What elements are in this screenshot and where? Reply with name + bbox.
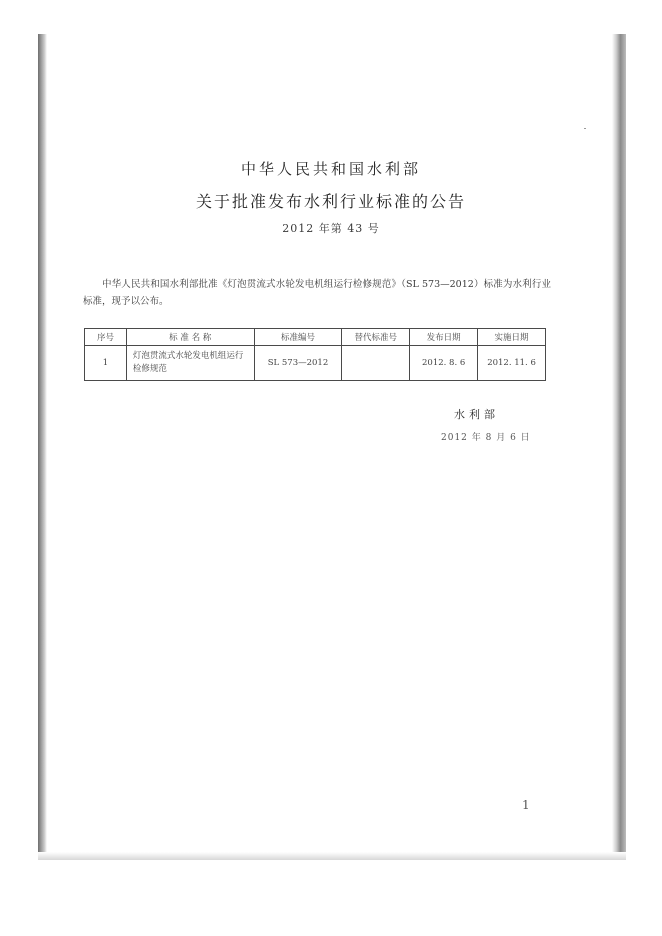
table-row: [85, 346, 546, 381]
cell-replaces: [342, 346, 410, 381]
col-header-replaces: 替代标准号: [342, 329, 410, 346]
announcement-number: 2012 年第 43 号: [282, 222, 380, 235]
scan-edge-bottom: [38, 852, 626, 860]
scan-speck: [584, 128, 586, 129]
col-header-effective: 实施日期: [478, 329, 546, 346]
table-header-row: [85, 329, 546, 346]
cell-index: 1: [85, 346, 127, 381]
col-header-index: 序号: [85, 329, 127, 346]
col-header-published: 发布日期: [410, 329, 478, 346]
col-header-code: 标准编号: [254, 329, 342, 346]
col-header-name: 标 准 名 称: [126, 329, 254, 346]
signature-date: 2012 年 8 月 6 日: [441, 433, 531, 443]
announcement-title: 关于批准发布水利行业标准的公告: [195, 192, 466, 211]
cell-effective-date: 2012. 11. 6: [478, 346, 546, 381]
announcement-body: 中华人民共和国水利部批准《灯泡贯流式水轮发电机组运行检修规范》（SL 573—2012）标准为水利行业标准，现予以公布。: [83, 278, 551, 307]
signature-org: 水利部: [454, 408, 499, 421]
cell-standard-name: 灯泡贯流式水轮发电机组运行检修规范: [126, 346, 254, 381]
cell-published-date: 2012. 8. 6: [410, 346, 478, 381]
cell-standard-code: SL 573—2012: [254, 346, 342, 381]
page-number: 1: [522, 798, 530, 812]
standards-table: [84, 328, 546, 381]
issuing-ministry: 中华人民共和国水利部: [240, 160, 421, 178]
